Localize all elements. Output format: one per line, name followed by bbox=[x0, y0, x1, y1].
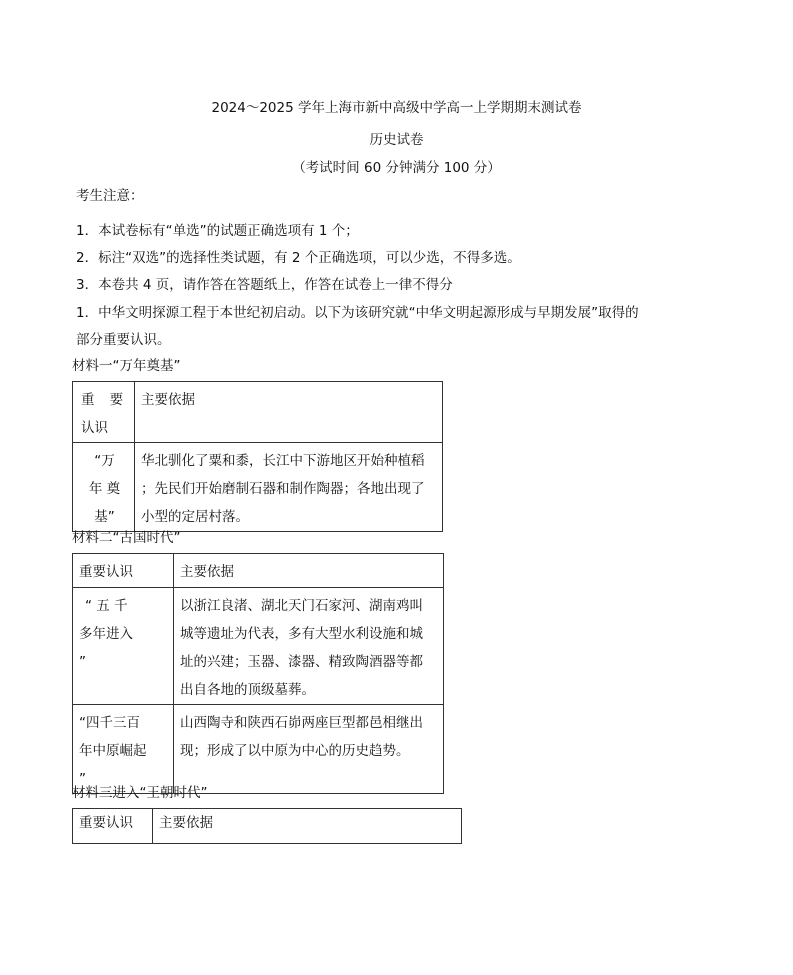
material1-label: 材料一“万年奠基” bbox=[72, 358, 181, 374]
material3-header-col2: 主要依据 bbox=[153, 809, 462, 844]
material2-header-col2: 主要依据 bbox=[174, 554, 444, 588]
material2-row1-col2: 以浙江良渚、湖北天门石家河、湖南鸡叫 城等遗址为代表，多有大型水利设施和城 址的兴建；玉器、漆器、精致陶酒器等都 出自各地的顶级墓葬。 bbox=[174, 588, 444, 705]
material1-row-col2: 华北驯化了粟和黍，长江中下游地区开始种植稻 ；先民们开始磨制石器和制作陶器；各地出现了 小型的定居村落。 bbox=[135, 443, 443, 532]
material3-table bbox=[72, 808, 462, 844]
material3-header-col1: 重要认识 bbox=[73, 809, 153, 844]
material2-header-col1: 重要认识 bbox=[73, 554, 174, 588]
notice-item-3: 3．本卷共 4 页，请作答在答题纸上，作答在试卷上一律不得分 bbox=[76, 277, 453, 293]
material2-row-1 bbox=[73, 588, 444, 705]
material1-table bbox=[72, 381, 443, 532]
material1-row-col1: “万 年 奠 基” bbox=[73, 443, 135, 532]
material2-row1-col1: “ 五 千 多年进入 ” bbox=[73, 588, 174, 705]
material2-row2-col1: “四千三百 年中原崛起 ” bbox=[73, 705, 174, 794]
material2-table bbox=[72, 553, 444, 794]
exam-subject: 历史试卷 bbox=[369, 132, 424, 148]
material3-label: 材料三进入“王朝时代” bbox=[72, 785, 208, 801]
question1-line1: 1．中华文明探源工程于本世纪初启动。以下为该研究就“中华文明起源形成与早期发展”取得的 bbox=[76, 305, 639, 321]
notice-item-1: 1．本试卷标有“单选”的试题正确选项有 1 个； bbox=[76, 223, 359, 239]
notice-item-2: 2．标注“双选”的选择性类试题，有 2 个正确选项，可以少选，不得多选。 bbox=[76, 250, 521, 266]
material1-header-col2: 主要依据 bbox=[135, 382, 443, 443]
material2-label: 材料二“古国时代” bbox=[72, 530, 181, 546]
notice-heading: 考生注意： bbox=[76, 188, 144, 204]
material1-header-col1: 重 要 认识 bbox=[73, 382, 135, 443]
exam-title: 2024～2025 学年上海市新中高级中学高一上学期期末测试卷 bbox=[211, 100, 582, 116]
exam-time-note: （考试时间 60 分钟满分 100 分） bbox=[292, 160, 501, 176]
question1-line2: 部分重要认识。 bbox=[76, 332, 171, 348]
material2-header-row bbox=[73, 554, 444, 588]
material1-header-row bbox=[73, 382, 443, 443]
material1-row bbox=[73, 443, 443, 532]
material3-header-row bbox=[73, 809, 462, 844]
material2-row2-col2: 山西陶寺和陕西石峁两座巨型都邑相继出 现；形成了以中原为中心的历史趋势。 bbox=[174, 705, 444, 794]
